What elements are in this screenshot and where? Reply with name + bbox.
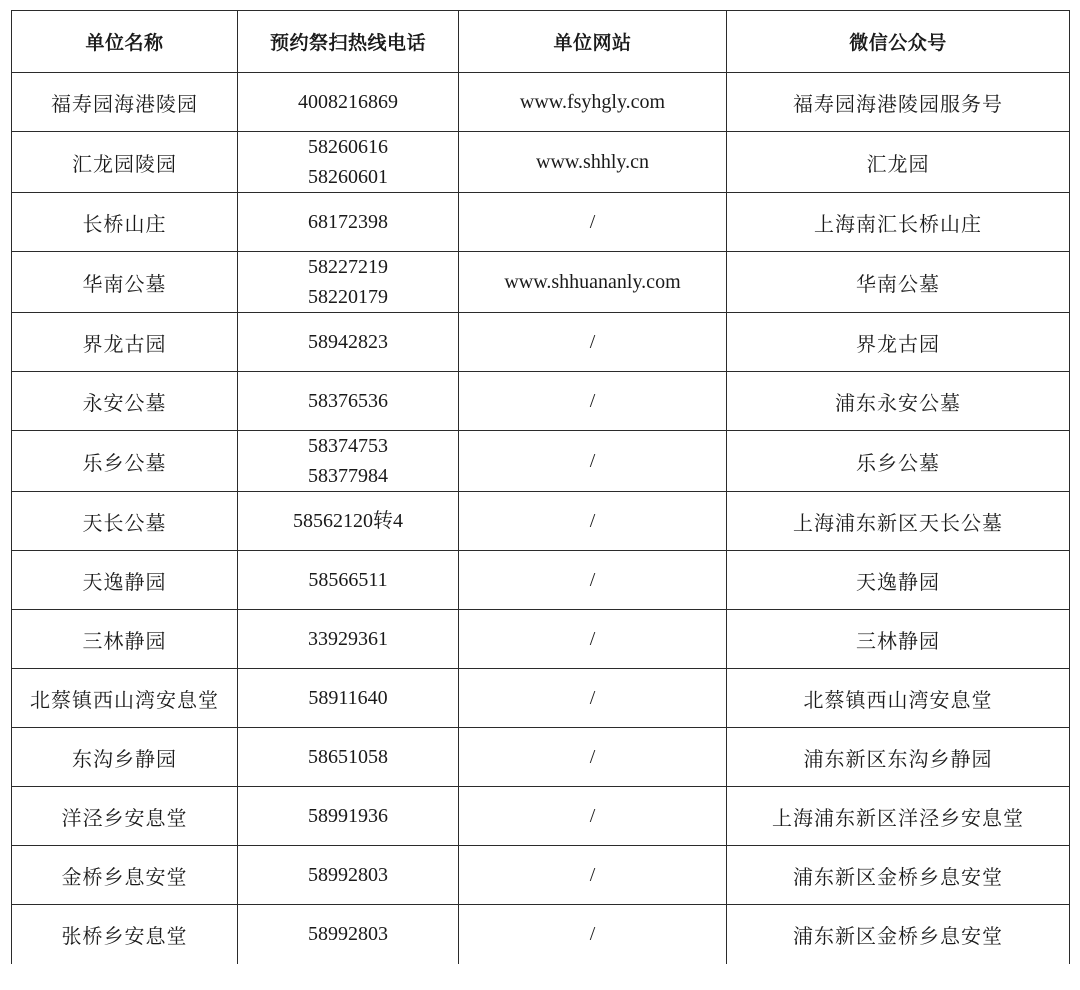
cell-wechat: 上海浦东新区天长公墓 (727, 492, 1070, 551)
cell-wechat: 天逸静园 (727, 551, 1070, 610)
cell-website: / (459, 728, 727, 787)
table-row (12, 492, 1070, 551)
cell-unit-name: 洋泾乡安息堂 (12, 787, 238, 846)
cell-wechat: 界龙古园 (727, 313, 1070, 372)
cell-hotline (238, 313, 459, 372)
table-row (12, 132, 1070, 193)
table-row (12, 73, 1070, 132)
cell-wechat: 北蔡镇西山湾安息堂 (727, 669, 1070, 728)
cell-unit-name: 汇龙园陵园 (12, 132, 238, 193)
phone-number: 58374753 (308, 435, 388, 457)
phone-number: 58260616 (308, 136, 388, 158)
cell-wechat: 汇龙园 (727, 132, 1070, 193)
table-row (12, 313, 1070, 372)
phone-number: 58376536 (308, 390, 388, 412)
cell-website: / (459, 669, 727, 728)
cell-website: / (459, 313, 727, 372)
cell-hotline (238, 610, 459, 669)
cell-website: / (459, 372, 727, 431)
cell-unit-name: 华南公墓 (12, 252, 238, 313)
cell-wechat: 上海南汇长桥山庄 (727, 193, 1070, 252)
cell-wechat: 上海浦东新区洋泾乡安息堂 (727, 787, 1070, 846)
cell-unit-name: 北蔡镇西山湾安息堂 (12, 669, 238, 728)
phone-number: 58260601 (308, 166, 388, 188)
cell-website: / (459, 492, 727, 551)
phone-number: 58220179 (308, 286, 388, 308)
cell-hotline (238, 431, 459, 492)
cell-unit-name: 张桥乡安息堂 (12, 905, 238, 964)
cell-website: / (459, 551, 727, 610)
cell-website: / (459, 431, 727, 492)
cell-hotline (238, 132, 459, 193)
cell-hotline (238, 193, 459, 252)
cell-unit-name: 天长公墓 (12, 492, 238, 551)
cell-hotline (238, 492, 459, 551)
table-row (12, 787, 1070, 846)
cell-wechat: 福寿园海港陵园服务号 (727, 73, 1070, 132)
table-row (12, 728, 1070, 787)
cell-unit-name: 金桥乡息安堂 (12, 846, 238, 905)
phone-number: 58651058 (308, 746, 388, 768)
cemetery-contact-table-container (11, 10, 1069, 964)
cell-unit-name: 界龙古园 (12, 313, 238, 372)
table-header-row (12, 11, 1070, 73)
cell-website: / (459, 905, 727, 964)
phone-number: 4008216869 (298, 91, 398, 113)
cell-website: www.shhly.cn (459, 132, 727, 193)
cell-unit-name: 三林静园 (12, 610, 238, 669)
cell-wechat: 华南公墓 (727, 252, 1070, 313)
cell-website: www.shhuananly.com (459, 252, 727, 313)
phone-number: 58566511 (308, 569, 388, 591)
phone-number: 58992803 (308, 923, 388, 946)
cell-website: www.fsyhgly.com (459, 73, 727, 132)
table-body (12, 73, 1070, 964)
cell-hotline (238, 252, 459, 313)
cell-hotline (238, 73, 459, 132)
phone-number: 33929361 (308, 628, 388, 650)
table-row (12, 610, 1070, 669)
table-row (12, 431, 1070, 492)
phone-number: 58911640 (308, 687, 388, 709)
cell-wechat: 浦东永安公墓 (727, 372, 1070, 431)
cell-unit-name: 长桥山庄 (12, 193, 238, 252)
table-row (12, 551, 1070, 610)
cell-wechat: 浦东新区东沟乡静园 (727, 728, 1070, 787)
table-row (12, 372, 1070, 431)
table-row (12, 846, 1070, 905)
cell-unit-name: 永安公墓 (12, 372, 238, 431)
cell-hotline (238, 372, 459, 431)
header-unit-name: 单位名称 (12, 11, 238, 73)
table-row (12, 252, 1070, 313)
phone-number: 58227219 (308, 256, 388, 278)
phone-number: 68172398 (308, 211, 388, 233)
cell-unit-name: 乐乡公墓 (12, 431, 238, 492)
cell-wechat: 三林静园 (727, 610, 1070, 669)
cell-hotline (238, 728, 459, 787)
cell-website: / (459, 610, 727, 669)
cell-website: / (459, 787, 727, 846)
phone-number: 58377984 (308, 465, 388, 487)
cell-website: / (459, 846, 727, 905)
cell-wechat: 浦东新区金桥乡息安堂 (727, 905, 1070, 964)
cemetery-contact-table (11, 10, 1070, 964)
header-website: 单位网站 (459, 11, 727, 73)
phone-number: 58991936 (308, 805, 388, 827)
header-wechat: 微信公众号 (727, 11, 1070, 73)
phone-number: 58942823 (308, 331, 388, 353)
cell-hotline (238, 787, 459, 846)
cell-website: / (459, 193, 727, 252)
cell-wechat: 浦东新区金桥乡息安堂 (727, 846, 1070, 905)
table-row (12, 193, 1070, 252)
cell-hotline (238, 669, 459, 728)
cell-unit-name: 天逸静园 (12, 551, 238, 610)
cell-hotline (238, 905, 459, 964)
phone-number: 58992803 (308, 864, 388, 886)
cell-hotline (238, 846, 459, 905)
table-row (12, 905, 1070, 964)
cell-wechat: 乐乡公墓 (727, 431, 1070, 492)
table-row (12, 669, 1070, 728)
cell-unit-name: 东沟乡静园 (12, 728, 238, 787)
cell-unit-name: 福寿园海港陵园 (12, 73, 238, 132)
phone-number: 58562120转4 (293, 510, 403, 532)
cell-hotline (238, 551, 459, 610)
header-hotline: 预约祭扫热线电话 (238, 11, 459, 73)
